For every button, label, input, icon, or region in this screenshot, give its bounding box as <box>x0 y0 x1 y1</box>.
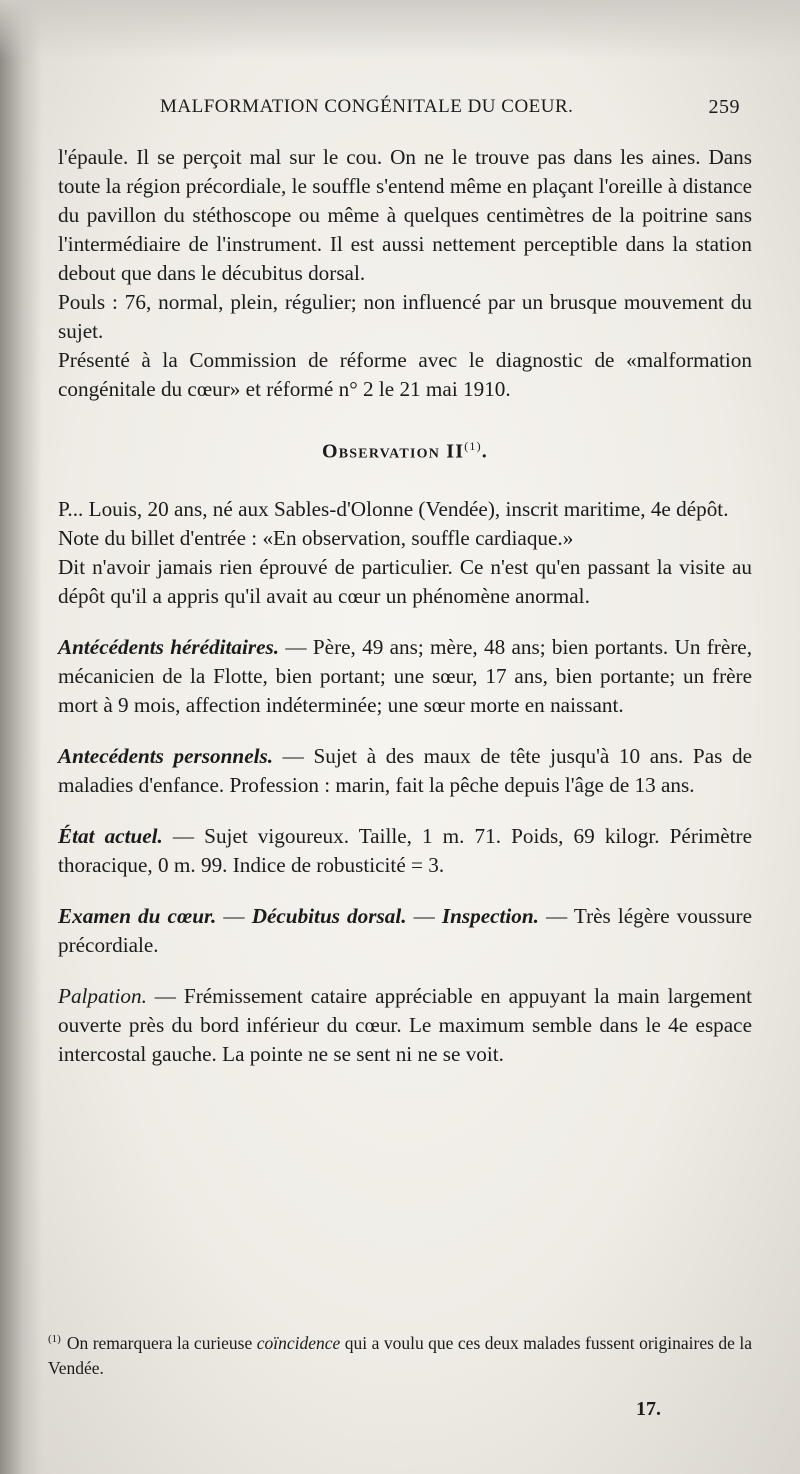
paragraph-history: Dit n'avoir jamais rien éprouvé de particulier. Ce n'est qu'en passant la visite au dépôt qu'il a appris qu'il avait au cœur un phénomène anormal. <box>58 554 752 608</box>
signature-mark: 17. <box>636 1398 661 1420</box>
heart-exam-text: — Très légère voussure précordiale. <box>58 903 752 957</box>
personal-label: Antecédents personnels. <box>58 743 274 768</box>
paragraph-admission-note: Note du billet d'entrée : «En observation, souffle cardiaque.» <box>58 525 574 550</box>
paragraph-commission: Présenté à la Commission de réforme avec le diagnostic de «malformation congénitale du cœur» et réformé n° 2 le 21 mai 1910. <box>58 348 752 401</box>
running-header <box>160 96 740 126</box>
observation-note-mark: (1) <box>464 439 482 453</box>
hereditary-label: Antécédents héréditaires. <box>58 634 280 659</box>
footnote-mark: (1) <box>48 1333 61 1345</box>
paragraph-pulse: Pouls : 76, normal, plein, régulier; non influencé par un brusque mouvement du sujet. <box>58 290 752 343</box>
hereditary-text: — Père, 49 ans; mère, 48 ans; bien portants. Un frère, mécanicien de la Flotte, bien portant; une sœur, 17 ans, bien portante; un frère mort à 9 mois, affection indéterminée; une sœur morte en naissant. <box>58 634 752 717</box>
palpation-text: — Frémissement cataire appréciable en appuyant la main largement ouverte près du bord inférieur du cœur. Le maximum semble dans le 4e espace intercostal gauche. La pointe ne se sent ni ne se voit. <box>58 983 752 1066</box>
paragraph-current-state <box>58 822 752 880</box>
footnote-text-after: qui a voulu que ces deux malades fussent originaires de la Vendée. <box>48 1332 753 1378</box>
heart-exam-label: Examen du cœur. <box>58 903 217 928</box>
inspection-label: Inspection. <box>441 903 539 928</box>
heart-exam-sep-2: — <box>406 903 442 928</box>
body-text <box>58 143 752 1069</box>
top-shadow <box>0 0 800 60</box>
running-title: MALFORMATION CONGÉNITALE DU COEUR. <box>160 96 574 117</box>
observation-title: Observation II <box>322 440 465 463</box>
current-state-label: État actuel. <box>58 823 163 848</box>
paragraph-personal <box>58 742 752 800</box>
footnote-text-before: On remarquera la curieuse <box>66 1332 257 1353</box>
paragraph-patient: P... Louis, 20 ans, né aux Sables-d'Olonne (Vendée), inscrit maritime, 4e dépôt. <box>58 496 729 521</box>
observation-heading: Observation II$^{(1)}$. <box>322 439 488 463</box>
current-state-text: — Sujet vigoureux. Taille, 1 m. 71. Poids, 69 kilogr. Périmètre thoracique, 0 m. 99. Indice de robusticité = 3. <box>58 823 752 877</box>
footnote <box>48 1327 752 1381</box>
paragraph-continuation: l'épaule. Il se perçoit mal sur le cou. On ne le trouve pas dans les aines. Dans toute la région précordiale, le souffle s'entend même en plaçant l'oreille à distance du pavillon du stéthoscope ou même à quelques centimètres de la poitrine sans l'intermédiaire de l'instrument. Il est aussi nettement perceptible dans la station debout que dans le décubitus dorsal. <box>58 145 752 285</box>
paragraph-palpation <box>58 982 752 1069</box>
binding-shadow <box>0 0 42 1474</box>
heart-exam-sep-1: — <box>216 903 252 928</box>
palpation-label: Palpation. <box>58 983 147 1008</box>
dorsal-label: Décubitus dorsal. <box>251 903 407 928</box>
paragraph-heart-exam <box>58 902 752 960</box>
page-number: 259 <box>708 96 740 118</box>
footnote-text-italic: coïncidence <box>256 1332 341 1353</box>
personal-text: — Sujet à des maux de tête jusqu'à 10 ans. Pas de maladies d'enfance. Profession : marin, fait la pêche depuis l'âge de 13 ans. <box>58 743 752 797</box>
paragraph-hereditary <box>58 633 752 720</box>
